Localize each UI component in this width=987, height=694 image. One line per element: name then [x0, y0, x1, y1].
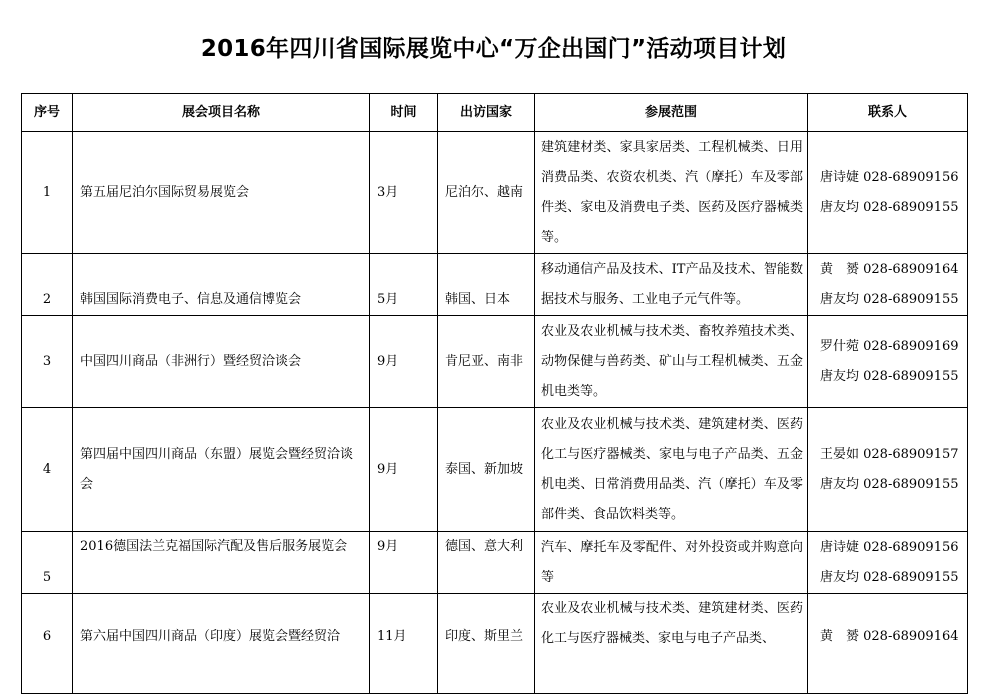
row-scope: 建筑建材类、家具家居类、工程机械类、日用消费品类、农资农机类、汽（摩托）车及零部件类、家电及消费电子类、医药及医疗器械类等。	[535, 132, 808, 254]
row-name: 中国四川商品（非洲行）暨经贸洽谈会	[73, 316, 370, 408]
row-no: 3	[22, 316, 73, 408]
row-name: 韩国国际消费电子、信息及通信博览会	[73, 254, 370, 316]
row-no: 1	[22, 132, 73, 254]
row-country: 德国、意大利	[438, 532, 535, 594]
row-time: 9月	[370, 316, 438, 408]
page-title: 2016年四川省国际展览中心“万企出国门”活动项目计划	[200, 36, 787, 62]
row-no: 6	[22, 594, 73, 694]
row-scope: 农业及农业机械与技术类、畜牧养殖技术类、动物保健与兽药类、矿山与工程机械类、五金机电类等。	[535, 316, 808, 408]
table-row	[22, 316, 968, 408]
header-name: 展会项目名称	[73, 94, 370, 132]
row-name: 2016德国法兰克福国际汽配及售后服务展览会	[73, 532, 370, 594]
row-time: 9月	[370, 408, 438, 532]
row-no: 4	[22, 408, 73, 532]
row-time: 3月	[370, 132, 438, 254]
table-row	[22, 254, 968, 316]
row-contact	[808, 594, 968, 694]
row-contact	[808, 316, 968, 408]
row-country: 韩国、日本	[438, 254, 535, 316]
table-row	[22, 532, 968, 594]
table-row	[22, 408, 968, 532]
table-header-row	[22, 94, 968, 132]
contact-secondary: 唐友均 028-68909155	[820, 291, 959, 307]
row-contact	[808, 254, 968, 316]
row-country: 印度、斯里兰	[438, 594, 535, 694]
row-scope: 农业及农业机械与技术类、建筑建材类、医药化工与医疗器械类、家电与电子产品类、	[535, 594, 808, 694]
contact-secondary: 唐友均 028-68909155	[820, 476, 959, 492]
contact-primary: 唐诗婕 028-68909156	[820, 539, 959, 555]
row-country: 泰国、新加坡	[438, 408, 535, 532]
row-scope: 农业及农业机械与技术类、建筑建材类、医药化工与医疗器械类、家电与电子产品类、五金机电类、日常消费用品类、汽（摩托）车及零部件类、食品饮料类等。	[535, 408, 808, 532]
row-scope: 移动通信产品及技术、IT产品及技术、智能数据技术与服务、工业电子元气件等。	[535, 254, 808, 316]
header-no: 序号	[22, 94, 73, 132]
row-scope: 汽车、摩托车及零配件、对外投资或并购意向等	[535, 532, 808, 594]
row-contact	[808, 532, 968, 594]
row-country: 尼泊尔、越南	[438, 132, 535, 254]
row-no: 5	[22, 532, 73, 594]
contact-secondary: 唐友均 028-68909155	[820, 569, 959, 585]
row-time: 11月	[370, 594, 438, 694]
row-contact	[808, 408, 968, 532]
row-no: 2	[22, 254, 73, 316]
contact-primary: 黄 赟 028-68909164	[820, 261, 959, 277]
row-contact	[808, 132, 968, 254]
row-name: 第五届尼泊尔国际贸易展览会	[73, 132, 370, 254]
contact-primary: 王晏如 028-68909157	[820, 446, 959, 462]
contact-primary: 唐诗婕 028-68909156	[820, 169, 959, 185]
header-time: 时间	[370, 94, 438, 132]
table-row	[22, 594, 968, 694]
project-table	[21, 93, 968, 694]
row-time: 9月	[370, 532, 438, 594]
row-country: 肯尼亚、南非	[438, 316, 535, 408]
contact-primary: 罗什菀 028-68909169	[820, 338, 959, 354]
row-name: 第四届中国四川商品（东盟）展览会暨经贸洽谈会	[73, 408, 370, 532]
contact-secondary: 唐友均 028-68909155	[820, 199, 959, 215]
header-country: 出访国家	[438, 94, 535, 132]
contact-primary: 黄 赟 028-68909164	[820, 629, 959, 644]
contact-secondary: 唐友均 028-68909155	[820, 368, 959, 384]
row-time: 5月	[370, 254, 438, 316]
row-name: 第六届中国四川商品（印度）展览会暨经贸洽	[73, 594, 370, 694]
header-contact: 联系人	[808, 94, 968, 132]
table-row	[22, 132, 968, 254]
header-scope: 参展范围	[535, 94, 808, 132]
